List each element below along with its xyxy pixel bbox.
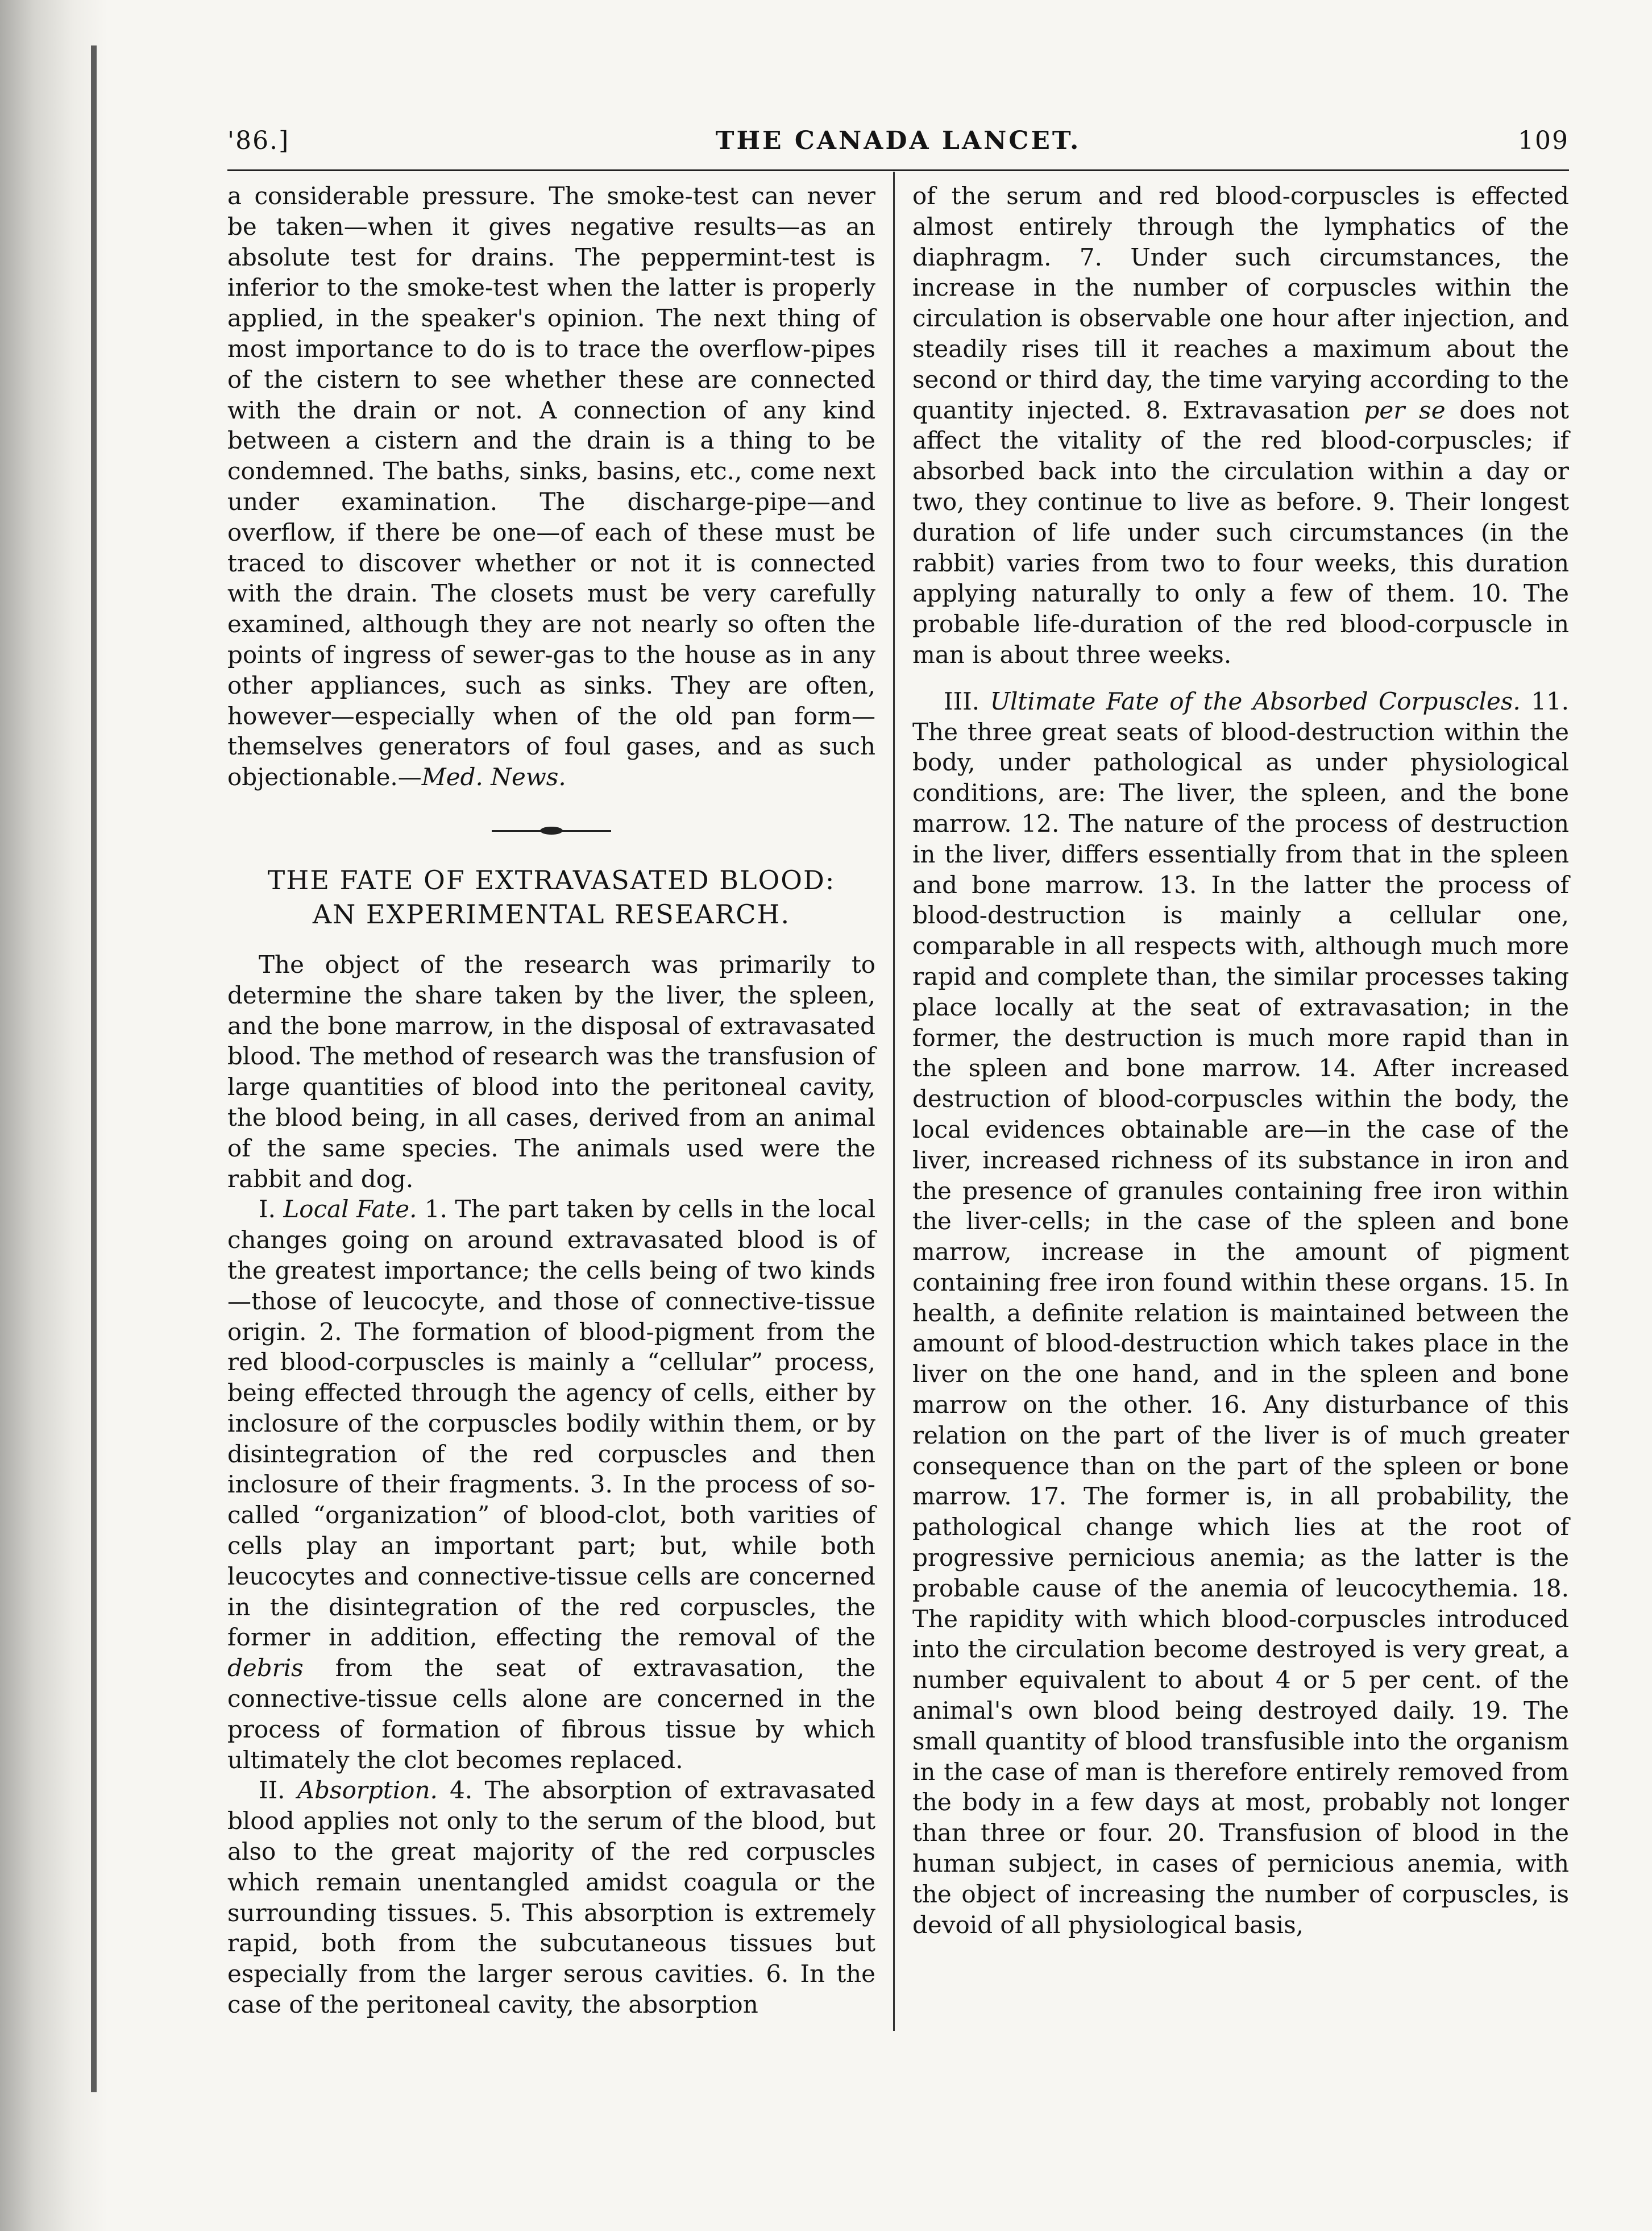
ornament-center — [540, 827, 563, 835]
journal-title: THE CANADA LANCET. — [715, 126, 1081, 155]
left-column — [227, 181, 875, 2020]
section-ultimate-fate: III. Ultimate Fate of the Absorbed Corpuscles. 11. The three great seats of blood-destruction within the body, under pathological as under physiological conditions, are: The liver, the spleen, and the bone marrow. 12. The nature of the process of destruction in the liver, differs essentially from that in the spleen and bone marrow. 13. In the latter the process of blood-destruction is mainly a cellular one, comparable in all respects with, although much more rapid and complete than, the similar processes taking place locally at the seat of extravasation; in the former, the destruction is much more rapid than in the spleen and bone marrow. 14. After increased destruction of blood-corpuscles within the body, the local evidences obtainable are—in the case of the liver, increased richness of its substance in iron and the presence of granules containing free iron within the liver-cells; in the case of the spleen and bone marrow, increase in the amount of pigment containing free iron found within these organs. 15. In health, a definite relation is maintained between the amount of blood-destruction which takes place in the liver on the one hand, and in the spleen and bone marrow on the other. 16. Any disturbance of this relation on the part of the liver is of much greater consequence than on the part of the spleen or bone marrow. 17. The former is, in all probability, the pathological change which lies at the root of progressive pernicious anemia; as the latter is the probable cause of the anemia of leucocythemia. 18. The rapidity with which blood-corpuscles introduced into the circulation become destroyed is very great, a number equivalent to about 4 or 5 per cent. of the animal's own blood being destroyed daily. 19. The small quantity of blood transfusible into the organism in the case of man is therefore entirely removed from the body in a few days at most, probably not longer than three or four. 20. Transfusion of blood in the human subject, in cases of pernicious anemia, with the object of increasing the number of corpuscles, is devoid of all physiological basis, — [912, 687, 1570, 1939]
header-year: '86.] — [227, 126, 290, 155]
section-heading: Ultimate Fate of the Absorbed Corpuscles. — [990, 687, 1521, 715]
running-header — [227, 126, 1569, 166]
source-citation: Med. News. — [421, 763, 566, 791]
section-number: II. — [259, 1776, 285, 1805]
term-debris: debris — [227, 1654, 304, 1682]
continued-paragraph: a considerable pressure. The smoke-test can never be taken—when it gives negative results—as an absolute test for drains. The peppermint-test is inferior to the smoke-test when the latter is properly applied, in the speaker's opinion. The next thing of most importance to do is to trace the overflow-pipes of the cistern to see whether these are connected with the drain or not. A connection of any kind between a cistern and the drain is a thing to be condemned. The baths, sinks, basins, etc., come next under examination. The discharge-pipe—and overflow, if there be one—of each of these must be traced to discover whether or not it is connected with the drain. The closets must be very carefully examined, although they are not nearly so often the points of ingress of sewer-gas to the house as in any other appliances, such as sinks. They are often, however—especially when of the old pan form—themselves generators of foul gases, and as such objectionable.—Med. News. — [227, 182, 875, 791]
section-absorption: II. Absorption. 4. The absorption of extravasated blood applies not only to the serum of the blood, but also to the great majority of the red corpuscles which remain unentangled amidst coagula or the surrounding tissues. 5. This absorption is extremely rapid, both from the subcutaneous tissues but especially from the larger serous cavities. 6. In the case of the peritoneal cavity, the absorption — [227, 1776, 875, 2019]
section-local-fate: I. Local Fate. 1. The part taken by cells in the local changes going on around extravasated blood is of the greatest importance; the cells being of two kinds—those of leucocyte, and those of connective-tissue origin. 2. The formation of blood-pigment from the red blood-corpuscles is mainly a “cellular” process, being effected through the agency of cells, either by inclosure of the corpuscles bodily within them, or by disintegration of the red corpuscles and then inclosure of their fragments. 3. In the process of so-called “organization” of blood-clot, both varities of cells play an important part; but, while both leucocytes and connective-tissue cells are concerned in the disintegration of the red corpuscles, the former in addition, effecting the removal of the debris from the seat of extravasation, the connective-tissue cells alone are concerned in the process of formation of fibrous tissue by which ultimately the clot becomes replaced. — [227, 1195, 876, 1774]
right-column — [912, 181, 1569, 1940]
section-ornament — [492, 824, 611, 837]
column-divider — [893, 172, 895, 2031]
term-per-se: per se — [1364, 396, 1446, 424]
section-number: III. — [944, 687, 980, 715]
section-heading: Local Fate. — [283, 1195, 417, 1224]
article-title-line-1: THE FATE OF EXTRAVASATED BLOOD: — [267, 864, 836, 895]
article-title-line-2: AN EXPERIMENTAL RESEARCH. — [312, 898, 791, 930]
article-title — [227, 863, 875, 931]
header-rule — [227, 169, 1569, 171]
intro-paragraph: The object of the research was primarily to determine the share taken by the liver, the spleen, and the bone marrow, in the disposal of extravasated blood. The method of research was the transfusion of large quantities of blood into the peritoneal cavity, the blood being, in all cases, derived from an animal of the same species. The animals used were the rabbit and dog. — [227, 950, 875, 1193]
continued-absorption-paragraph: of the serum and red blood-corpuscles is effected almost entirely through the lymphatics of the diaphragm. 7. Under such circumstances, the increase in the number of corpuscles within the circulation is observable one hour after injection, and steadily rises till it reaches a maximum about the second or third day, the time varying according to the quantity injected. 8. Extravasation per se does not affect the vitality of the red blood-corpuscles; if absorbed back into the circulation within a day or two, they continue to live as before. 9. Their longest duration of life under such circumstances (in the rabbit) varies from two to four weeks, this duration applying naturally to only a few of them. 10. The probable life-duration of the red blood-corpuscle in man is about three weeks. — [912, 182, 1569, 669]
section-heading: Absorption. — [297, 1776, 438, 1805]
binding-edge-line — [91, 45, 97, 2092]
page-number: 109 — [1518, 126, 1569, 155]
section-number: I. — [259, 1195, 276, 1224]
